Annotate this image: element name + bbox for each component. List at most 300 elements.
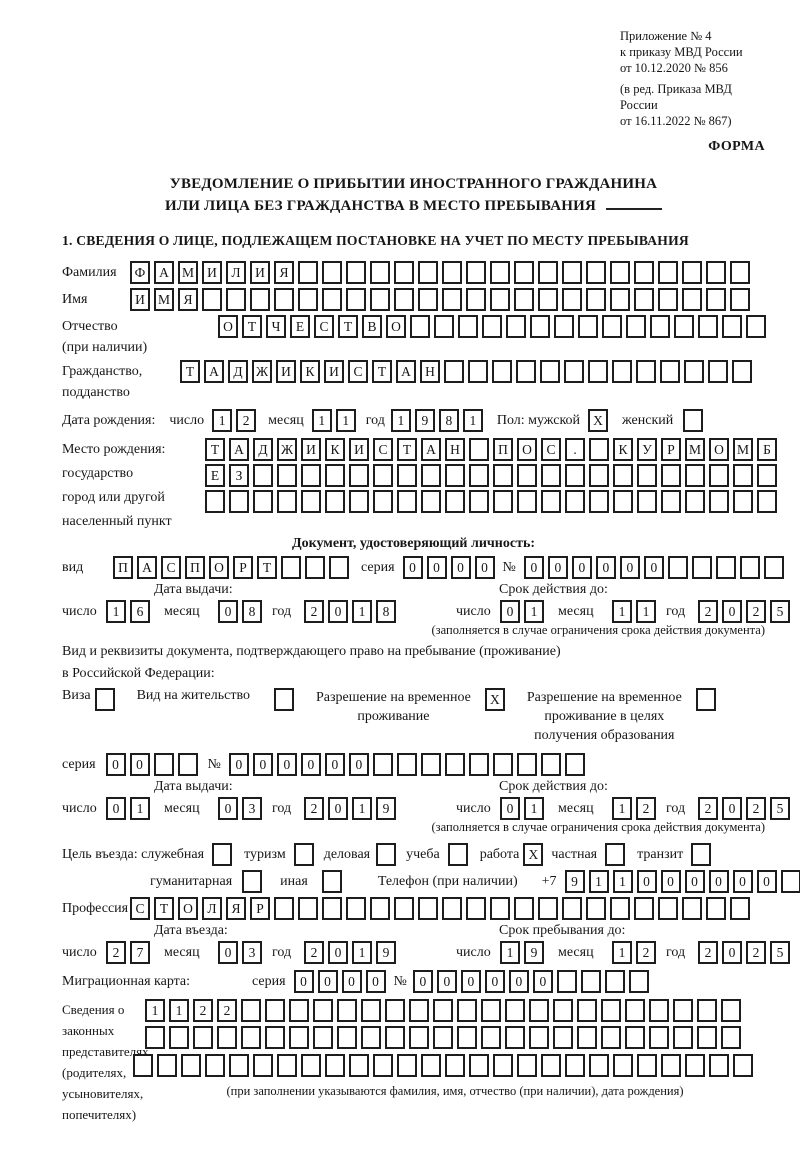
char-box[interactable]: 0: [229, 753, 249, 776]
char-box[interactable]: Н: [445, 438, 465, 461]
char-box[interactable]: [660, 360, 680, 383]
char-box[interactable]: [133, 1054, 153, 1077]
char-box[interactable]: [691, 843, 711, 866]
char-box[interactable]: [469, 464, 489, 487]
char-box[interactable]: 0: [722, 797, 742, 820]
char-box[interactable]: О: [218, 315, 238, 338]
char-box[interactable]: [469, 753, 489, 776]
char-box[interactable]: 0: [218, 941, 238, 964]
char-box[interactable]: [538, 897, 558, 920]
char-box[interactable]: 9: [565, 870, 585, 893]
char-box[interactable]: [683, 409, 703, 432]
char-box[interactable]: Б: [757, 438, 777, 461]
char-box[interactable]: [684, 360, 704, 383]
char-box[interactable]: 1: [130, 797, 150, 820]
char-box[interactable]: [605, 843, 625, 866]
char-box[interactable]: 0: [413, 970, 433, 993]
char-box[interactable]: И: [202, 261, 222, 284]
char-box[interactable]: [732, 360, 752, 383]
char-box[interactable]: [674, 315, 694, 338]
char-box[interactable]: Е: [205, 464, 225, 487]
char-box[interactable]: Е: [290, 315, 310, 338]
char-box[interactable]: [145, 1026, 165, 1049]
char-box[interactable]: 5: [770, 797, 790, 820]
char-box[interactable]: 0: [500, 600, 520, 623]
char-box[interactable]: [612, 360, 632, 383]
char-box[interactable]: [613, 490, 633, 513]
char-box[interactable]: [277, 490, 297, 513]
char-box[interactable]: 0: [328, 797, 348, 820]
char-box[interactable]: [493, 464, 513, 487]
char-box[interactable]: [685, 464, 705, 487]
char-box[interactable]: [385, 1026, 405, 1049]
char-box[interactable]: [298, 261, 318, 284]
char-box[interactable]: [241, 1026, 261, 1049]
char-box[interactable]: [289, 999, 309, 1022]
char-box[interactable]: [217, 1026, 237, 1049]
char-box[interactable]: 0: [253, 753, 273, 776]
char-box[interactable]: [298, 288, 318, 311]
char-box[interactable]: [578, 315, 598, 338]
char-box[interactable]: [274, 897, 294, 920]
char-box[interactable]: 2: [636, 941, 656, 964]
char-box[interactable]: [505, 999, 525, 1022]
char-box[interactable]: [733, 464, 753, 487]
char-box[interactable]: 0: [342, 970, 362, 993]
char-box[interactable]: [517, 490, 537, 513]
char-box[interactable]: [394, 897, 414, 920]
char-box[interactable]: [281, 556, 301, 579]
char-box[interactable]: Т: [242, 315, 262, 338]
char-box[interactable]: [586, 288, 606, 311]
char-box[interactable]: [506, 315, 526, 338]
char-box[interactable]: [637, 1054, 657, 1077]
char-box[interactable]: 2: [304, 600, 324, 623]
char-box[interactable]: [298, 897, 318, 920]
char-box[interactable]: [385, 999, 405, 1022]
char-box[interactable]: [529, 999, 549, 1022]
char-box[interactable]: [337, 1026, 357, 1049]
char-box[interactable]: [253, 490, 273, 513]
char-box[interactable]: [313, 1026, 333, 1049]
char-box[interactable]: Р: [250, 897, 270, 920]
char-box[interactable]: X: [485, 688, 505, 711]
char-box[interactable]: [421, 1054, 441, 1077]
char-box[interactable]: [730, 897, 750, 920]
char-box[interactable]: [781, 870, 800, 893]
char-box[interactable]: Ж: [252, 360, 272, 383]
char-box[interactable]: [692, 556, 712, 579]
char-box[interactable]: [673, 1026, 693, 1049]
char-box[interactable]: [553, 999, 573, 1022]
char-box[interactable]: [637, 490, 657, 513]
char-box[interactable]: [554, 315, 574, 338]
char-box[interactable]: С: [541, 438, 561, 461]
char-box[interactable]: [294, 843, 314, 866]
char-box[interactable]: [410, 315, 430, 338]
char-box[interactable]: [445, 753, 465, 776]
char-box[interactable]: [490, 897, 510, 920]
char-box[interactable]: [706, 897, 726, 920]
char-box[interactable]: [373, 1054, 393, 1077]
char-box[interactable]: 0: [218, 600, 238, 623]
char-box[interactable]: 0: [427, 556, 447, 579]
char-box[interactable]: 1: [336, 409, 356, 432]
char-box[interactable]: [373, 753, 393, 776]
char-box[interactable]: 5: [770, 941, 790, 964]
char-box[interactable]: [421, 490, 441, 513]
char-box[interactable]: О: [209, 556, 229, 579]
char-box[interactable]: М: [733, 438, 753, 461]
char-box[interactable]: [505, 1026, 525, 1049]
char-box[interactable]: [685, 490, 705, 513]
char-box[interactable]: [764, 556, 784, 579]
char-box[interactable]: [530, 315, 550, 338]
char-box[interactable]: 0: [325, 753, 345, 776]
char-box[interactable]: [682, 261, 702, 284]
char-box[interactable]: .: [565, 438, 585, 461]
char-box[interactable]: 0: [366, 970, 386, 993]
char-box[interactable]: [634, 261, 654, 284]
char-box[interactable]: И: [349, 438, 369, 461]
char-box[interactable]: [325, 490, 345, 513]
char-box[interactable]: 9: [376, 941, 396, 964]
char-box[interactable]: [433, 999, 453, 1022]
char-box[interactable]: [305, 556, 325, 579]
char-box[interactable]: [685, 1054, 705, 1077]
char-box[interactable]: [322, 870, 342, 893]
char-box[interactable]: [493, 490, 513, 513]
char-box[interactable]: 1: [312, 409, 332, 432]
char-box[interactable]: [541, 464, 561, 487]
char-box[interactable]: 9: [376, 797, 396, 820]
char-box[interactable]: К: [300, 360, 320, 383]
char-box[interactable]: [493, 753, 513, 776]
char-box[interactable]: [492, 360, 512, 383]
char-box[interactable]: Д: [228, 360, 248, 383]
char-box[interactable]: [313, 999, 333, 1022]
char-box[interactable]: К: [613, 438, 633, 461]
char-box[interactable]: 0: [757, 870, 777, 893]
char-box[interactable]: [394, 261, 414, 284]
char-box[interactable]: [346, 897, 366, 920]
char-box[interactable]: [706, 288, 726, 311]
char-box[interactable]: [457, 999, 477, 1022]
char-box[interactable]: 2: [698, 600, 718, 623]
char-box[interactable]: [361, 999, 381, 1022]
char-box[interactable]: [373, 490, 393, 513]
char-box[interactable]: [409, 999, 429, 1022]
char-box[interactable]: 1: [463, 409, 483, 432]
char-box[interactable]: [397, 464, 417, 487]
char-box[interactable]: [178, 753, 198, 776]
char-box[interactable]: [468, 360, 488, 383]
char-box[interactable]: [649, 999, 669, 1022]
char-box[interactable]: [517, 1054, 537, 1077]
char-box[interactable]: 1: [613, 870, 633, 893]
char-box[interactable]: В: [362, 315, 382, 338]
char-box[interactable]: А: [154, 261, 174, 284]
char-box[interactable]: К: [325, 438, 345, 461]
char-box[interactable]: [625, 1026, 645, 1049]
char-box[interactable]: [649, 1026, 669, 1049]
char-box[interactable]: 1: [500, 941, 520, 964]
char-box[interactable]: [373, 464, 393, 487]
char-box[interactable]: [418, 288, 438, 311]
char-box[interactable]: [668, 556, 688, 579]
char-box[interactable]: 0: [709, 870, 729, 893]
char-box[interactable]: 0: [533, 970, 553, 993]
char-box[interactable]: [418, 261, 438, 284]
char-box[interactable]: М: [154, 288, 174, 311]
char-box[interactable]: [325, 1054, 345, 1077]
char-box[interactable]: О: [386, 315, 406, 338]
char-box[interactable]: 0: [644, 556, 664, 579]
char-box[interactable]: [613, 464, 633, 487]
char-box[interactable]: А: [229, 438, 249, 461]
char-box[interactable]: [682, 288, 702, 311]
char-box[interactable]: С: [314, 315, 334, 338]
char-box[interactable]: 5: [770, 600, 790, 623]
char-box[interactable]: [322, 261, 342, 284]
char-box[interactable]: [709, 1054, 729, 1077]
char-box[interactable]: И: [301, 438, 321, 461]
char-box[interactable]: [361, 1026, 381, 1049]
char-box[interactable]: [722, 315, 742, 338]
char-box[interactable]: Я: [274, 261, 294, 284]
char-box[interactable]: 0: [509, 970, 529, 993]
char-box[interactable]: 2: [746, 797, 766, 820]
char-box[interactable]: [370, 288, 390, 311]
char-box[interactable]: [721, 999, 741, 1022]
char-box[interactable]: [241, 999, 261, 1022]
char-box[interactable]: [250, 288, 270, 311]
char-box[interactable]: Р: [661, 438, 681, 461]
char-box[interactable]: 0: [403, 556, 423, 579]
char-box[interactable]: 6: [130, 600, 150, 623]
char-box[interactable]: [253, 464, 273, 487]
char-box[interactable]: И: [324, 360, 344, 383]
char-box[interactable]: [421, 753, 441, 776]
char-box[interactable]: [706, 261, 726, 284]
char-box[interactable]: М: [178, 261, 198, 284]
char-box[interactable]: [349, 1054, 369, 1077]
char-box[interactable]: [445, 464, 465, 487]
char-box[interactable]: [589, 438, 609, 461]
char-box[interactable]: [661, 1054, 681, 1077]
char-box[interactable]: [562, 288, 582, 311]
char-box[interactable]: 0: [328, 941, 348, 964]
char-box[interactable]: 1: [352, 797, 372, 820]
char-box[interactable]: [481, 999, 501, 1022]
char-box[interactable]: [613, 1054, 633, 1077]
char-box[interactable]: [697, 999, 717, 1022]
char-box[interactable]: 0: [620, 556, 640, 579]
char-box[interactable]: [277, 464, 297, 487]
char-box[interactable]: [482, 315, 502, 338]
char-box[interactable]: 0: [722, 600, 742, 623]
char-box[interactable]: [650, 315, 670, 338]
char-box[interactable]: 0: [106, 797, 126, 820]
char-box[interactable]: [442, 288, 462, 311]
char-box[interactable]: 2: [304, 941, 324, 964]
char-box[interactable]: [329, 556, 349, 579]
char-box[interactable]: И: [250, 261, 270, 284]
char-box[interactable]: 2: [698, 797, 718, 820]
char-box[interactable]: [349, 490, 369, 513]
char-box[interactable]: Ч: [266, 315, 286, 338]
char-box[interactable]: 0: [130, 753, 150, 776]
char-box[interactable]: [757, 464, 777, 487]
char-box[interactable]: [514, 261, 534, 284]
char-box[interactable]: 1: [212, 409, 232, 432]
char-box[interactable]: [265, 1026, 285, 1049]
char-box[interactable]: 0: [485, 970, 505, 993]
char-box[interactable]: С: [348, 360, 368, 383]
char-box[interactable]: [661, 464, 681, 487]
char-box[interactable]: [730, 261, 750, 284]
char-box[interactable]: Т: [205, 438, 225, 461]
char-box[interactable]: [397, 753, 417, 776]
char-box[interactable]: 0: [572, 556, 592, 579]
char-box[interactable]: [610, 897, 630, 920]
char-box[interactable]: [301, 464, 321, 487]
char-box[interactable]: [538, 288, 558, 311]
char-box[interactable]: [658, 897, 678, 920]
char-box[interactable]: Т: [180, 360, 200, 383]
char-box[interactable]: [397, 1054, 417, 1077]
char-box[interactable]: [458, 315, 478, 338]
char-box[interactable]: 0: [294, 970, 314, 993]
char-box[interactable]: [157, 1054, 177, 1077]
char-box[interactable]: 2: [106, 941, 126, 964]
char-box[interactable]: [757, 490, 777, 513]
char-box[interactable]: [541, 1054, 561, 1077]
char-box[interactable]: 3: [242, 941, 262, 964]
char-box[interactable]: [577, 999, 597, 1022]
char-box[interactable]: [733, 490, 753, 513]
char-box[interactable]: 0: [500, 797, 520, 820]
char-box[interactable]: [466, 288, 486, 311]
char-box[interactable]: П: [493, 438, 513, 461]
char-box[interactable]: А: [137, 556, 157, 579]
char-box[interactable]: [610, 261, 630, 284]
char-box[interactable]: 8: [439, 409, 459, 432]
char-box[interactable]: [346, 288, 366, 311]
char-box[interactable]: Т: [257, 556, 277, 579]
char-box[interactable]: [636, 360, 656, 383]
char-box[interactable]: [433, 1026, 453, 1049]
char-box[interactable]: [442, 897, 462, 920]
char-box[interactable]: О: [709, 438, 729, 461]
char-box[interactable]: [541, 753, 561, 776]
char-box[interactable]: [517, 753, 537, 776]
char-box[interactable]: [629, 970, 649, 993]
char-box[interactable]: [716, 556, 736, 579]
char-box[interactable]: [565, 464, 585, 487]
char-box[interactable]: [337, 999, 357, 1022]
char-box[interactable]: [540, 360, 560, 383]
char-box[interactable]: [721, 1026, 741, 1049]
char-box[interactable]: [697, 1026, 717, 1049]
char-box[interactable]: 9: [415, 409, 435, 432]
char-box[interactable]: [322, 897, 342, 920]
char-box[interactable]: [564, 360, 584, 383]
char-box[interactable]: [625, 999, 645, 1022]
char-box[interactable]: З: [229, 464, 249, 487]
char-box[interactable]: [562, 261, 582, 284]
char-box[interactable]: 3: [242, 797, 262, 820]
char-box[interactable]: [581, 970, 601, 993]
char-box[interactable]: [289, 1026, 309, 1049]
char-box[interactable]: [205, 1054, 225, 1077]
char-box[interactable]: [445, 490, 465, 513]
char-box[interactable]: [95, 688, 115, 711]
char-box[interactable]: [733, 1054, 753, 1077]
char-box[interactable]: X: [588, 409, 608, 432]
char-box[interactable]: [730, 288, 750, 311]
char-box[interactable]: [466, 897, 486, 920]
char-box[interactable]: И: [276, 360, 296, 383]
char-box[interactable]: 8: [242, 600, 262, 623]
char-box[interactable]: [538, 261, 558, 284]
char-box[interactable]: [589, 464, 609, 487]
char-box[interactable]: [740, 556, 760, 579]
char-box[interactable]: Н: [420, 360, 440, 383]
char-box[interactable]: [469, 438, 489, 461]
char-box[interactable]: [346, 261, 366, 284]
char-box[interactable]: 2: [746, 941, 766, 964]
char-box[interactable]: [562, 897, 582, 920]
char-box[interactable]: Т: [154, 897, 174, 920]
char-box[interactable]: [708, 360, 728, 383]
char-box[interactable]: [610, 288, 630, 311]
char-box[interactable]: [445, 1054, 465, 1077]
char-box[interactable]: О: [178, 897, 198, 920]
char-box[interactable]: [553, 1026, 573, 1049]
char-box[interactable]: [301, 490, 321, 513]
char-box[interactable]: [541, 490, 561, 513]
char-box[interactable]: [448, 843, 468, 866]
char-box[interactable]: [349, 464, 369, 487]
char-box[interactable]: 0: [685, 870, 705, 893]
char-box[interactable]: [673, 999, 693, 1022]
char-box[interactable]: 1: [612, 600, 632, 623]
char-box[interactable]: [586, 897, 606, 920]
char-box[interactable]: [274, 288, 294, 311]
char-box[interactable]: 0: [722, 941, 742, 964]
char-box[interactable]: Ж: [277, 438, 297, 461]
char-box[interactable]: X: [523, 843, 543, 866]
char-box[interactable]: [698, 315, 718, 338]
char-box[interactable]: 0: [637, 870, 657, 893]
char-box[interactable]: [457, 1026, 477, 1049]
char-box[interactable]: [434, 315, 454, 338]
char-box[interactable]: Л: [226, 261, 246, 284]
char-box[interactable]: 2: [304, 797, 324, 820]
char-box[interactable]: 1: [169, 999, 189, 1022]
char-box[interactable]: [205, 490, 225, 513]
char-box[interactable]: [517, 464, 537, 487]
char-box[interactable]: [565, 1054, 585, 1077]
char-box[interactable]: [202, 288, 222, 311]
char-box[interactable]: [490, 261, 510, 284]
char-box[interactable]: 0: [328, 600, 348, 623]
char-box[interactable]: 0: [733, 870, 753, 893]
char-box[interactable]: [154, 753, 174, 776]
char-box[interactable]: [229, 490, 249, 513]
char-box[interactable]: [301, 1054, 321, 1077]
